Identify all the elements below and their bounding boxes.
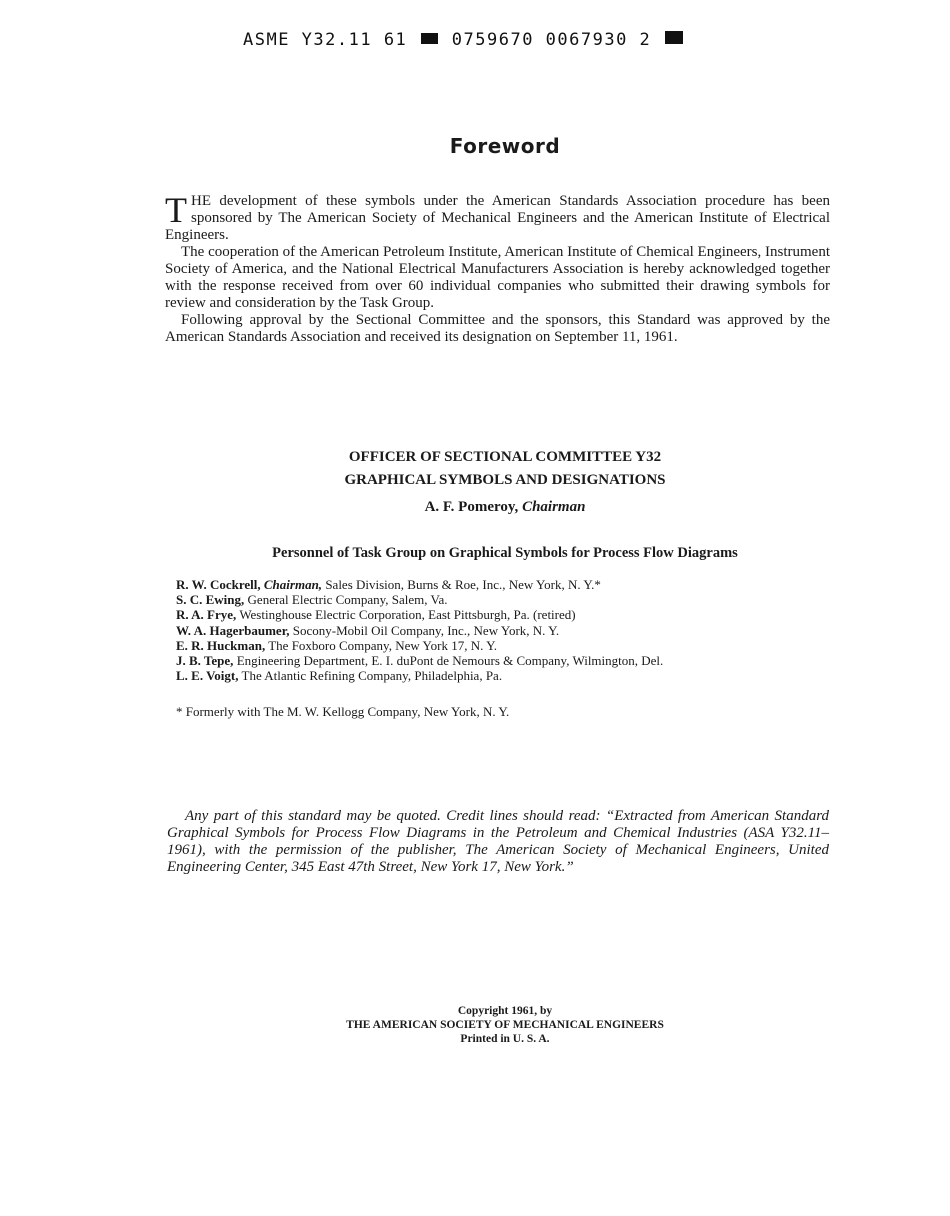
- copyright-line-2: THE AMERICAN SOCIETY OF MECHANICAL ENGINEERS: [346, 1019, 664, 1031]
- member-name: R. W. Cockrell,: [176, 577, 261, 592]
- copyright-line-3: Printed in U. S. A.: [460, 1033, 550, 1045]
- committee-chairman: [250, 499, 760, 516]
- roster-item: [176, 592, 796, 607]
- member-name: R. A. Frye,: [176, 607, 237, 623]
- committee-chairman-name: A. F. Pomeroy,: [424, 499, 519, 515]
- member-name: L. E. Voigt,: [176, 668, 239, 684]
- member-details: Westinghouse Electric Corporation, East Pittsburgh, Pa. (retired): [239, 607, 576, 623]
- black-block-mark-end: [665, 31, 683, 44]
- roster-item: [176, 623, 796, 638]
- member-name: J. B. Tepe,: [176, 653, 234, 669]
- foreword-title: Foreword: [449, 134, 561, 158]
- roster-item: [176, 653, 796, 668]
- committee-heading: [250, 446, 760, 492]
- member-name: W. A. Hagerbaumer,: [176, 622, 290, 638]
- black-block-mark: [421, 33, 438, 44]
- member-role: Chairman,: [263, 577, 323, 592]
- roster-item: [176, 607, 796, 622]
- member-name: E. R. Huckman,: [176, 637, 266, 653]
- member-name: S. C. Ewing,: [176, 592, 245, 608]
- copyright-line-1: Copyright 1961, by: [457, 1005, 553, 1017]
- member-details: Sales Division, Burns & Roe, Inc., New York, N. Y.*: [325, 577, 601, 592]
- member-details: The Atlantic Refining Company, Philadelphia, Pa.: [241, 668, 503, 684]
- foreword-paragraph-2: The cooperation of the American Petroleum Institute, American Institute of Chemical Engineers, Instrument Society of America, and the National Electrical Manufacturers Association is hereby acknowledged together with the response received from over 60 individual companies who submitted their drawing symbols for review and consideration by the Task Group.: [165, 244, 830, 311]
- foreword-paragraph-3: Following approval by the Sectional Committee and the sponsors, this Standard was approved by the American Standards Association and received its designation on September 11, 1961.: [165, 312, 830, 345]
- committee-chairman-role: Chairman: [522, 499, 586, 515]
- foreword-body: [165, 190, 830, 346]
- credit-line-notice: Any part of this standard may be quoted. Credit lines should read: “Extracted from American Standard Graphical Symbols for Process Flow Diagrams in the Petroleum and Chemical Industries (ASA Y32.11–1961), with the permission of the publisher, The American Society of Mechanical Engineers, United Engineering Center, 345 East 47th Street, New York 17, New York.”: [167, 808, 829, 875]
- foreword-paragraph-1: [165, 190, 830, 244]
- drop-cap: T: [165, 190, 187, 230]
- committee-line-1: OFFICER OF SECTIONAL COMMITTEE Y32: [348, 449, 662, 465]
- roster-item: [176, 638, 796, 653]
- committee-line-2: GRAPHICAL SYMBOLS AND DESIGNATIONS: [344, 472, 666, 488]
- document-code-part2: 0759670 0067930 2: [451, 30, 652, 50]
- member-details: The Foxboro Company, New York 17, N. Y.: [268, 637, 498, 653]
- foreword-paragraph-1-text: HE development of these symbols under the American Standards Association procedure has been sponsored by The American Society of Mechanical Engineers and the American Institute of Electrical Engineers.: [165, 193, 830, 243]
- task-group-roster: [176, 577, 796, 683]
- document-code-part1: ASME Y32.11 61: [243, 30, 408, 50]
- copyright-block: [250, 1004, 760, 1046]
- roster-item: [176, 577, 796, 592]
- roster-item: [176, 668, 796, 683]
- task-group-title: Personnel of Task Group on Graphical Symbols for Process Flow Diagrams: [272, 545, 738, 561]
- member-details: Socony-Mobil Oil Company, Inc., New York, N. Y.: [292, 622, 560, 638]
- member-details: Engineering Department, E. I. duPont de Nemours & Company, Wilmington, Del.: [236, 653, 664, 669]
- member-details: General Electric Company, Salem, Va.: [247, 592, 448, 608]
- document-code-header: [243, 30, 685, 50]
- roster-footnote: * Formerly with The M. W. Kellogg Company, New York, N. Y.: [176, 704, 510, 719]
